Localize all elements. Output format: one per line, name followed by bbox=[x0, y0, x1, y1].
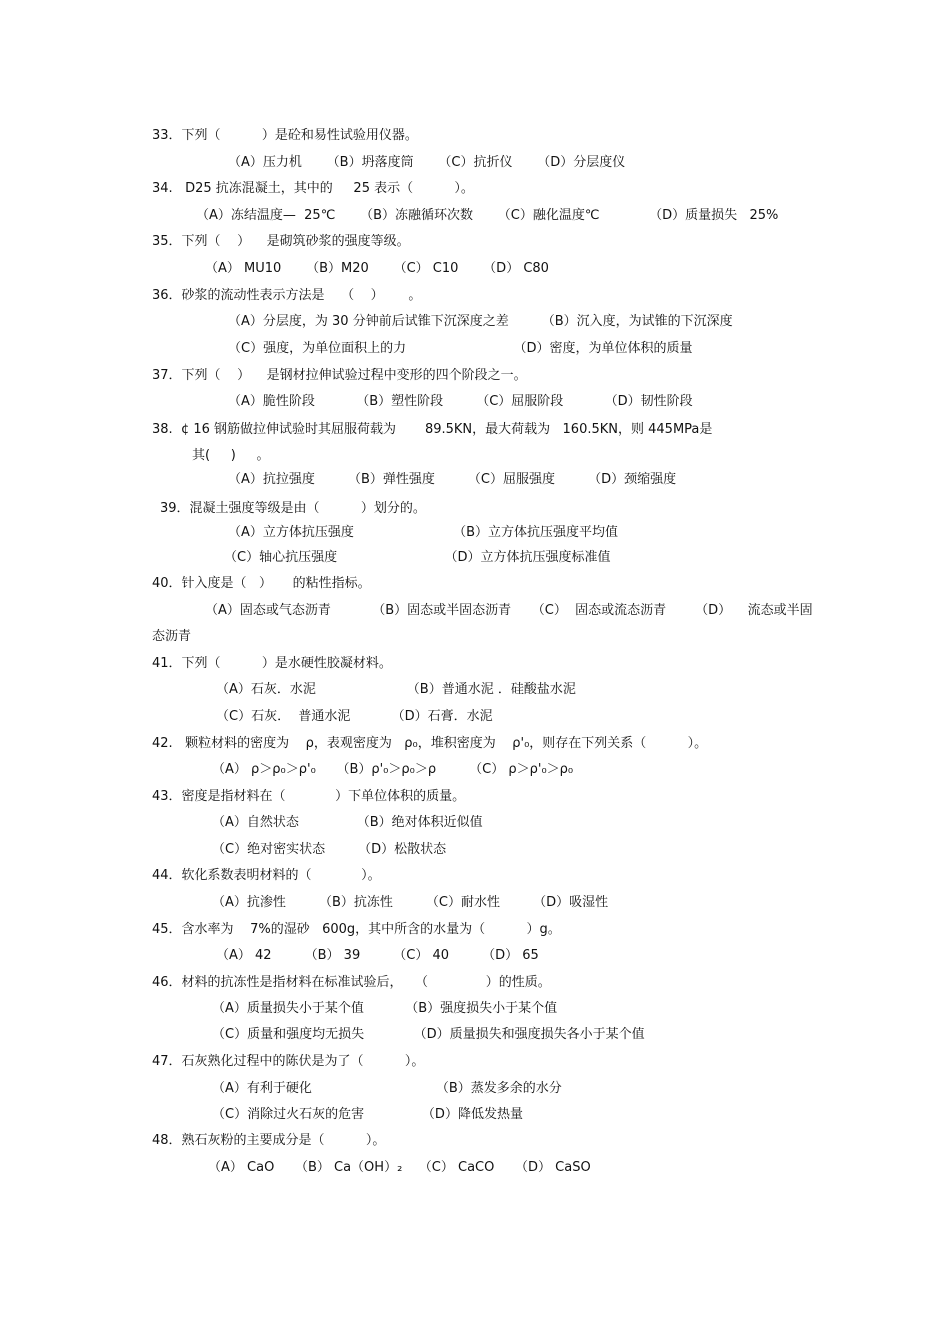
q38-stem: 38. ¢ 16 钢筋做拉伸试验时其屈服荷载为 89.5KN，最大荷载为 160.5KN，则 445MPa是 bbox=[152, 422, 713, 437]
q42-stem: 42. 颗粒材料的密度为 ρ，表观密度为 ρ₀，堆积密度为 ρ'₀，则存在下列关系（ ）。 bbox=[152, 736, 708, 751]
q39-options-line2: （C）轴心抗压强度 （D）立方体抗压强度标准值 bbox=[224, 550, 611, 565]
q40-options-continued: 态沥青 bbox=[152, 629, 192, 644]
q40-options: （A）固态或气态沥青 （B）固态或半固态沥青 （C） 固态或流态沥青 （D） 流态或半固 bbox=[205, 603, 813, 618]
q43-stem: 43．密度是指材料在（ ）下单位体积的质量。 bbox=[152, 789, 466, 804]
q42-options: （A） ρ＞ρ₀＞ρ'₀ （B）ρ'₀＞ρ₀＞ρ （C） ρ＞ρ'₀＞ρ₀ bbox=[212, 762, 574, 777]
q39-stem: 39．混凝土强度等级是由（ ）划分的。 bbox=[160, 501, 426, 516]
q33-options: （A）压力机 （B）坍落度筒 （C）抗折仪 （D）分层度仪 bbox=[228, 155, 626, 170]
q46-options-line1: （A）质量损失小于某个值 （B）强度损失小于某个值 bbox=[212, 1001, 558, 1016]
q36-options-line2: （C）强度，为单位面积上的力 （D）密度，为单位体积的质量 bbox=[228, 341, 693, 356]
q33-stem: 33．下列（ ）是砼和易性试验用仪器。 bbox=[152, 128, 418, 143]
q36-options-line1: （A）分层度，为 30 分钟前后试锥下沉深度之差 （B）沉入度，为试锥的下沉深度 bbox=[228, 314, 733, 329]
q47-stem: 47．石灰熟化过程中的陈伏是为了（ ）。 bbox=[152, 1054, 425, 1069]
q40-stem: 40．针入度是（ ） 的粘性指标。 bbox=[152, 576, 371, 591]
q38-stem-continued: 其( ) 。 bbox=[192, 448, 270, 463]
q44-options: （A）抗渗性 （B）抗冻性 （C）耐水性 （D）吸湿性 bbox=[212, 895, 609, 910]
q45-options: （A） 42 （B） 39 （C） 40 （D） 65 bbox=[216, 948, 539, 963]
q37-options: （A）脆性阶段 （B）塑性阶段 （C）屈服阶段 （D）韧性阶段 bbox=[228, 394, 693, 409]
q41-stem: 41．下列（ ）是水硬性胶凝材料。 bbox=[152, 656, 392, 671]
q35-stem: 35．下列（ ） 是砌筑砂浆的强度等级。 bbox=[152, 234, 410, 249]
q44-stem: 44．软化系数表明材料的（ ）。 bbox=[152, 868, 381, 883]
q47-options-line1: （A）有利于硬化 （B）蒸发多余的水分 bbox=[212, 1081, 562, 1096]
q34-options: （A）冻结温度— 25℃ （B）冻融循环次数 （C）融化温度℃ （D）质量损失 25% bbox=[196, 208, 779, 223]
q34-stem: 34. D25 抗冻混凝土，其中的 25 表示（ ）。 bbox=[152, 181, 474, 196]
q36-stem: 36．砂浆的流动性表示方法是 （ ） 。 bbox=[152, 288, 422, 303]
q39-options-line1: （A）立方体抗压强度 （B）立方体抗压强度平均值 bbox=[228, 525, 618, 540]
q46-stem: 46．材料的抗冻性是指材料在标准试验后， （ ）的性质。 bbox=[152, 975, 551, 990]
q45-stem: 45．含水率为 7%的湿砂 600g，其中所含的水量为（ ）g。 bbox=[152, 922, 561, 937]
q46-options-line2: （C）质量和强度均无损失 （D）质量损失和强度损失各小于某个值 bbox=[212, 1027, 645, 1042]
q41-options-line2: （C）石灰． 普通水泥 （D）石膏．水泥 bbox=[216, 709, 493, 724]
q48-options: （A） CaO （B） Ca（OH）₂ （C） CaCO （D） CaSO bbox=[208, 1160, 591, 1175]
q37-stem: 37．下列（ ） 是钢材拉伸试验过程中变形的四个阶段之一。 bbox=[152, 368, 527, 383]
q38-options: （A）抗拉强度 （B）弹性强度 （C）屈服强度 （D）颈缩强度 bbox=[228, 472, 677, 487]
q43-options-line1: （A）自然状态 （B）绝对体积近似值 bbox=[212, 815, 483, 830]
q35-options: （A） MU10 （B）M20 （C） C10 （D） C80 bbox=[205, 261, 549, 276]
q43-options-line2: （C）绝对密实状态 （D）松散状态 bbox=[212, 842, 447, 857]
q47-options-line2: （C）消除过火石灰的危害 （D）降低发热量 bbox=[212, 1107, 523, 1122]
q48-stem: 48．熟石灰粉的主要成分是（ ）。 bbox=[152, 1133, 386, 1148]
q41-options-line1: （A）石灰．水泥 （B）普通水泥 ．硅酸盐水泥 bbox=[216, 682, 576, 697]
